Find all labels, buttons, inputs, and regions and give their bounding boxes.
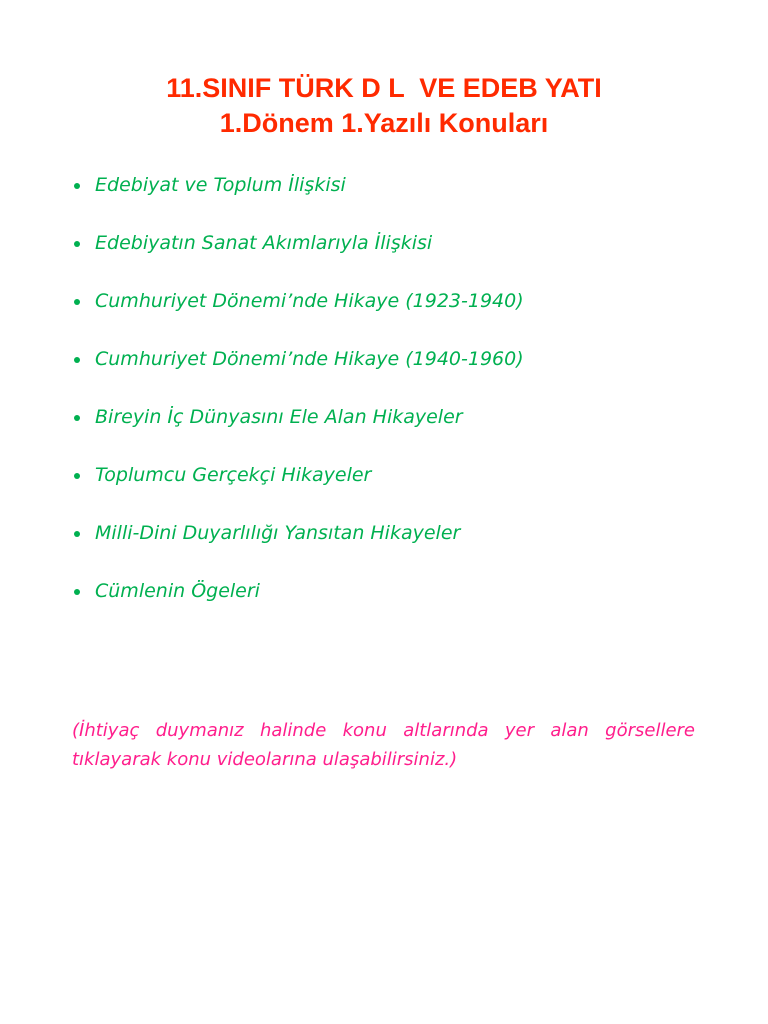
topic-label: Toplumcu Gerçekçi Hikayeler [95, 464, 372, 486]
bullet-icon [74, 589, 80, 595]
topic-item [72, 168, 712, 226]
bullet-icon [74, 415, 80, 421]
topic-item [72, 574, 712, 632]
page-title: 11.SINIF TÜRK D L VE EDEB YATI [166, 73, 602, 103]
bullet-icon [74, 241, 80, 247]
bullet-icon [74, 183, 80, 189]
bullet-icon [74, 531, 80, 537]
video-links-note: (İhtiyaç duymanız halinde konu altlarında yer alan görsellere tıklayarak konu videolarına ulaşabilirsiniz.) [72, 720, 695, 770]
topic-label: Edebiyat ve Toplum İlişkisi [95, 174, 346, 196]
topic-item [72, 284, 712, 342]
topic-item [72, 342, 712, 400]
topic-item [72, 226, 712, 284]
topic-label: Bireyin İç Dünyasını Ele Alan Hikayeler [95, 406, 463, 428]
bullet-icon [74, 357, 80, 363]
topic-label: Cumhuriyet Dönemi’nde Hikaye (1940-1960) [95, 348, 524, 370]
topic-item [72, 458, 712, 516]
bullet-icon [74, 299, 80, 305]
topic-label: Cümlenin Ögeleri [95, 580, 260, 602]
topic-list [72, 168, 712, 632]
topic-label: Edebiyatın Sanat Akımlarıyla İlişkisi [95, 232, 433, 254]
topic-item [72, 400, 712, 458]
topic-label: Milli-Dini Duyarlılığı Yansıtan Hikayeler [95, 522, 461, 544]
topic-item [72, 516, 712, 574]
topic-label: Cumhuriyet Dönemi’nde Hikaye (1923-1940) [95, 290, 524, 312]
bullet-icon [74, 473, 80, 479]
page-subtitle: 1.Dönem 1.Yazılı Konuları [219, 108, 549, 138]
